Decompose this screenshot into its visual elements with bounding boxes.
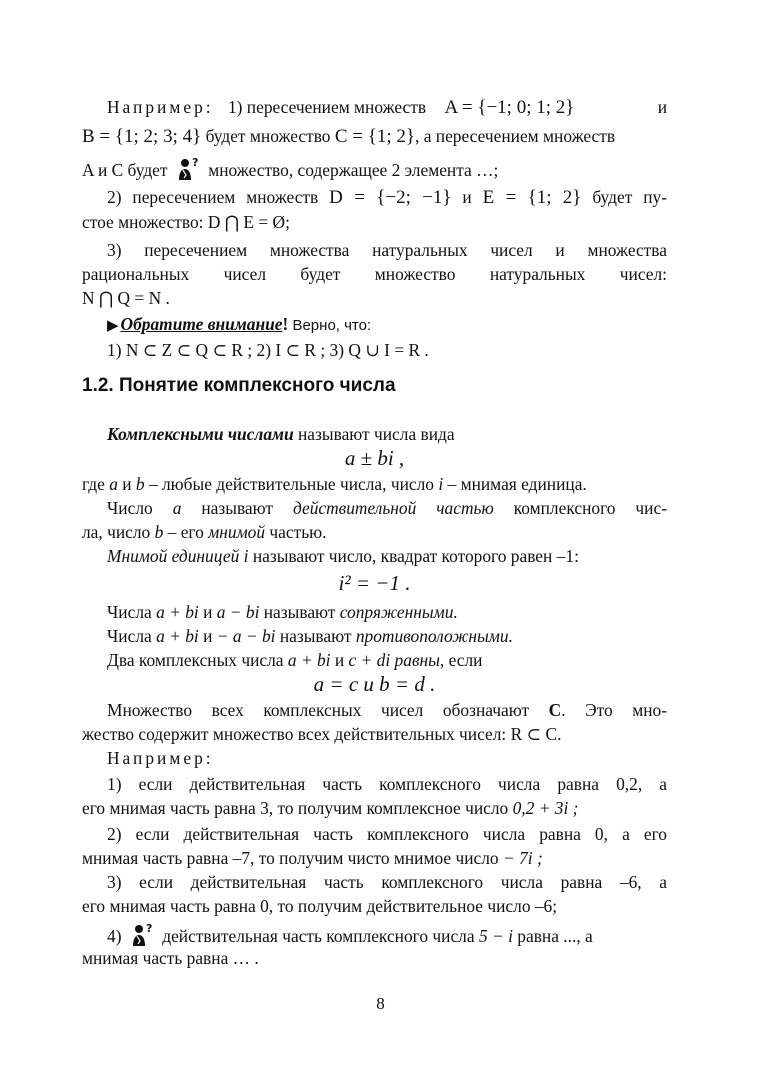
set-c-line-2: жество содержит множество всех действительных чисел: R ⊂ C. [82, 724, 562, 744]
where-line: где a и b – любые действительные числа, число i – мнимая единица. [82, 474, 587, 494]
example-line-2: B = {1; 2; 3; 4} будет множество C = {1; 2}, а пересечением множеств [82, 126, 616, 147]
conjugate-line: Числа a + bi и a − bi называют сопряженными. [107, 602, 458, 622]
section-heading: 1.2. Понятие комплексного числа [82, 375, 396, 396]
set-c-line-1: Множество всех комплексных чисел обозначают C. Это мно- [107, 700, 667, 720]
definition-term: Комплексными числами [107, 424, 294, 444]
set-e-formula: E = {1; 2} [482, 187, 582, 208]
nq-intersection-formula: N ⋂ Q = N . [82, 288, 170, 308]
example-2-line-1: 2) если действительная часть комплексного числа равна 0, а его [107, 824, 667, 844]
example-3-line-2: его мнимая часть равна 0, то получим действительное число –6; [82, 896, 558, 916]
triangle-marker-icon: ▶ [107, 318, 119, 334]
attention-note: ▶ Обратите внимание! Верно, что: [107, 312, 667, 338]
examples-lead: Например: [107, 748, 214, 768]
thinking-person-question-icon [176, 156, 200, 182]
svg-text:?: ? [191, 156, 199, 169]
formula-equality: a = c и b = d . [313, 672, 436, 696]
formula-a-pm-bi: a ± bi , [344, 446, 405, 470]
thinking-person-question-icon [130, 922, 154, 948]
example-2-line-2: мнимая часть равна –7, то получим чисто мнимое число − 7i ; [82, 848, 543, 868]
definition-line: Комплексными числами называют числа вида [107, 424, 455, 444]
imaginary-unit-line: Мнимой единицей i называют число, квадрат которого равен –1: [107, 546, 579, 566]
equality-line: Два комплексных числа a + bi и c + di равны, если [107, 650, 483, 670]
set-inclusion-chain: 1) N ⊂ Z ⊂ Q ⊂ R ; 2) I ⊂ R ; 3) Q ∪ I = R . [107, 340, 429, 360]
example-line-7: рациональных чисел будет множество натуральных чисел: [82, 264, 667, 284]
example-line-4: 2) пересечением множеств D = {−2; −1} и E = {1; 2} будет пу- [107, 187, 668, 208]
attention-label: Обратите внимание [120, 314, 283, 334]
imag-part-line: ла, число b – его мнимой частью. [82, 522, 327, 542]
example-lead: Например: [107, 97, 214, 117]
page-number: 8 [376, 994, 385, 1013]
set-c-formula: C = {1; 2} [334, 126, 416, 147]
formula-i-squared: i² = −1 . [338, 571, 411, 595]
example-1-line-1: 1) если действительная часть комплексного числа равна 0,2, а [107, 774, 667, 794]
example-1-line-2: его мнимая часть равна 3, то получим комплексное число 0,2 + 3i ; [82, 798, 579, 818]
example-4-line-2: мнимая часть равна … . [82, 948, 259, 968]
set-d-formula: D = {−2; −1} [329, 187, 452, 208]
example-line-1: Например: 1) пересечением множеств A = {−1; 0; 1; 2} и [107, 97, 667, 118]
example-4-line-1: 4) ? действительная часть комплексного числа 5 − i равна ..., а [107, 922, 593, 946]
set-a-formula: A = {−1; 0; 1; 2} [444, 97, 575, 118]
example-line-3: A и C будет ? множество, содержащее 2 элемента …; [82, 156, 499, 180]
example-line-5: стое множество: D ⋂ E = Ø; [82, 212, 290, 232]
empty-intersection-formula: D ⋂ E = Ø; [207, 212, 290, 232]
real-part-line: Число a называют действительной частью комплексного чис- [107, 498, 667, 518]
example-line-8 [82, 286, 667, 310]
svg-text:?: ? [145, 922, 153, 935]
set-b-formula: B = {1; 2; 3; 4} [82, 126, 202, 147]
example-line-6: 3) пересечением множества натуральных чисел и множества [107, 240, 667, 260]
opposite-line: Числа a + bi и − a − bi называют противоположными. [107, 626, 513, 646]
example-3-line-1: 3) если действительная часть комплексного числа равна –6, а [107, 872, 667, 892]
